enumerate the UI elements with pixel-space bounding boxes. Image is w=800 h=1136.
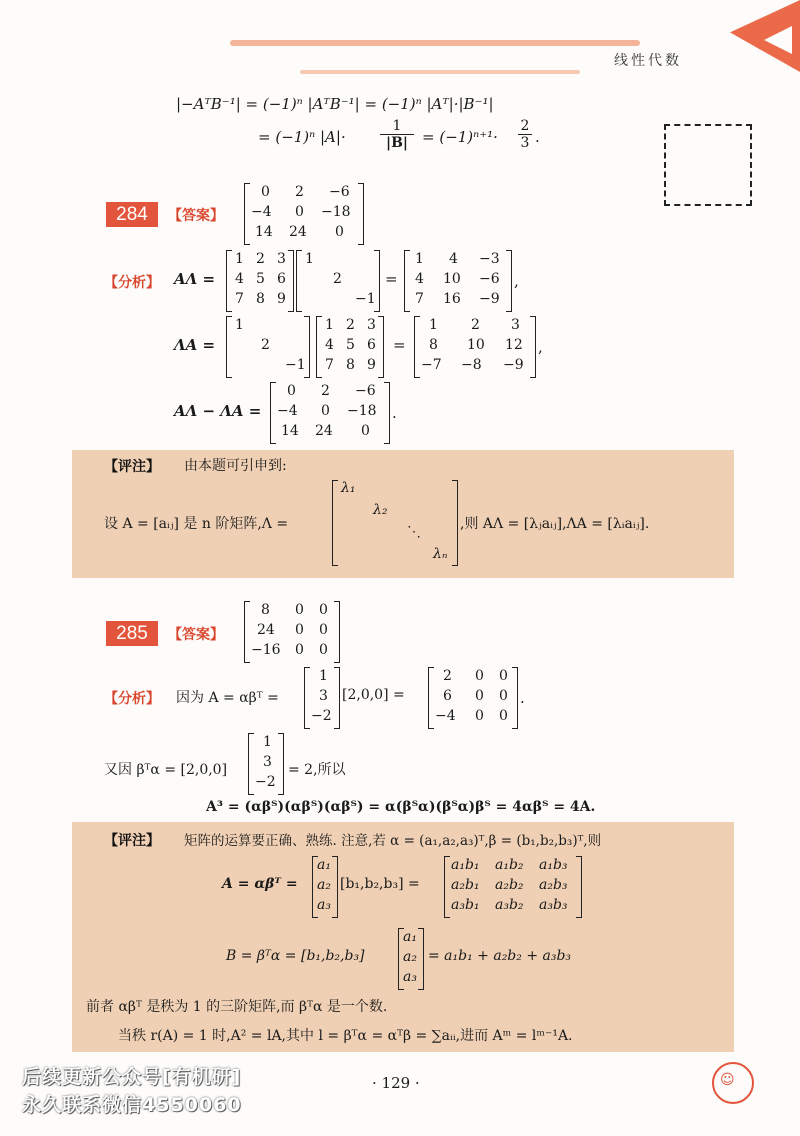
answer-tag-285: 【答案】 [168,627,224,643]
analysis-tag-284: 【分析】 [104,275,160,291]
problem-number-285: 285 [106,621,158,646]
intro-line-2-mid: = (−1)ⁿ⁺¹· [422,128,498,146]
diagonal-matrix: λ₁ λ₂ ⋱ λₙ [332,480,458,566]
matrix-AL: 1 4 −3 4 10 −6 7 16 −9 [404,250,512,312]
watermark-line-1: 后续更新公众号[有机研] [22,1066,242,1088]
answer-matrix-285: 8 0 0 24 0 0 −16 0 0 [244,601,340,663]
note-tag-284: 【评注】 [104,459,160,475]
note-285-B-lhs: B = βᵀα = [b₁,b₂,b₃] [226,948,365,964]
matrix-LA: 1 2 3 8 10 12 −7 −8 −9 [414,316,536,378]
answer-tag-284: 【答案】 [168,208,224,224]
eq2-equals: = [393,336,406,354]
answer-matrix-284: 0 2 −6 −4 0 −18 14 24 0 [244,183,364,245]
eq1-equals: = [385,270,398,288]
p285-line-1-end: . [520,689,525,707]
intro-line-2-end: . [535,128,540,146]
p285-line-2b: = 2,所以 [288,762,346,778]
watermark-line-2: 永久联系微信4550060 [22,1094,242,1116]
header-stripe [230,40,640,46]
note-284-line-1: 由本题可引申到: [184,458,287,474]
note-285-b-row: [b₁,b₂,b₃] = [340,876,420,892]
analysis-tag-285: 【分析】 [104,691,160,707]
p285-line-3: A³ = (αβᵀ)(αβᵀ)(αβᵀ) = α(βᵀα)(βᵀα)βᵀ = 4αβᵀ = 4A. [206,799,596,815]
eq1-end: , [514,272,519,290]
p285-line-2a: 又因 βᵀα = [2,0,0] [104,762,228,778]
eq1-lhs: AΛ = [174,270,216,288]
matrix-M: 2 0 0 6 0 0 −4 0 0 [428,667,518,729]
matrix-A-1: 1 2 3 4 5 6 7 8 9 [226,250,294,312]
corner-triangle-icon [730,0,800,72]
fraction-1-den: |B| [385,135,409,151]
note-285-line-c: 前者 αβᵀ 是秩为 1 的三阶矩阵,而 βᵀα 是一个数. [86,999,388,1015]
eq3-lhs: AΛ − ΛA = [174,402,262,420]
note-284-line-2a: 设 A = [aᵢⱼ] 是 n 阶矩阵,Λ = [104,516,289,532]
note-tag-285: 【评注】 [104,833,160,849]
problem-number-284: 284 [106,202,158,227]
publisher-logo-icon: ☺ [712,1062,754,1104]
eq2-lhs: ΛA = [174,336,216,354]
dashed-answer-box [664,124,752,206]
matrix-Lambda-2: 1 2 −1 [226,316,310,378]
matrix-A-2: 1 2 3 4 5 6 7 8 9 [316,316,384,378]
note-285-line-1: 矩阵的运算要正确、熟练. 注意,若 α = (a₁,a₂,a₃)ᵀ,β = (b₁,b₂,b₃)ᵀ,则 [184,833,602,849]
fraction-2 [518,118,532,151]
eq2-end: , [538,338,543,356]
eq3-end: . [392,404,397,422]
page-number: · 129 · [372,1074,420,1092]
column-vector: 1 3 −2 [304,667,340,729]
fraction-2-den: 3 [520,135,530,151]
note-285-line-d: 当秩 r(A) = 1 时,A² = lA,其中 l = βᵀα = αᵀβ = ∑aᵢᵢ,进而 Aᵐ = lᵐ⁻¹A. [118,1028,573,1044]
note-a-column-2: a₁ a₂ a₃ [398,928,424,990]
fraction-1 [380,118,414,151]
fraction-1-num: 1 [392,118,402,134]
note-a-column: a₁ a₂ a₃ [312,856,338,918]
p285-row: [2,0,0] = [342,687,405,703]
intro-line-2-lead: = (−1)ⁿ |A|· [258,128,346,146]
matrix-diff: 0 2 −6 −4 0 −18 14 24 0 [270,382,390,444]
intro-line-1: |−AᵀB⁻¹| = (−1)ⁿ |AᵀB⁻¹| = (−1)ⁿ |Aᵀ|·|B⁻¹| [176,95,494,113]
note-285-B-rhs: = a₁b₁ + a₂b₂ + a₃b₃ [428,948,572,964]
header-title: 线性代数 [614,53,682,69]
note-product-matrix: a₁b₁ a₁b₂ a₁b₃ a₂b₁ a₂b₂ a₂b₃ a₃b₁ a₃b₂ a₃b₃ [444,856,582,918]
p285-line-1a: 因为 A = αβᵀ = [176,690,279,706]
note-284-line-2b: ,则 AΛ = [λⱼaᵢⱼ],ΛA = [λᵢaᵢⱼ]. [460,516,650,532]
column-vector-2: 1 3 −2 [248,733,284,795]
matrix-Lambda-1: 1 2 −1 [296,250,380,312]
note-285-A-lhs: A = αβᵀ = [222,876,298,892]
header-stripe-2 [300,70,580,74]
fraction-2-num: 2 [520,118,530,134]
